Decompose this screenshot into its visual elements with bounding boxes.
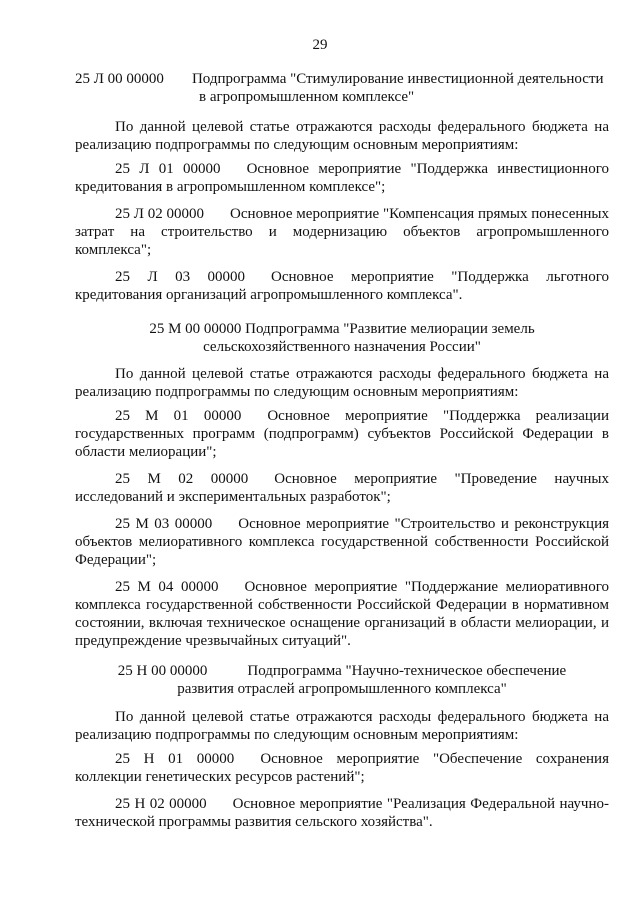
item-text: Основное мероприятие "Поддержание мелиоративного комплекса государственной собственности Российской Федерации в нормативном состоянии, включая техническое оснащение организаций в области мелиорации, и предупреждение чрезвычайных ситуаций". xyxy=(75,579,609,649)
section-heading xyxy=(75,662,609,698)
section-title: Подпрограмма "Научно-техническое обеспечение xyxy=(247,663,567,679)
item-code: 25 Л 02 00000 xyxy=(115,206,205,222)
list-item xyxy=(75,795,609,831)
item-code: 25 Н 01 00000 xyxy=(115,751,235,767)
section-title-continuation: в агропромышленном комплексе" xyxy=(199,89,415,105)
list-item xyxy=(75,160,609,196)
item-text: Основное мероприятие "Строительство и реконструкция объектов мелиоративного комплекса государственной собственности Российской Федерации"; xyxy=(75,516,610,568)
item-text: Основное мероприятие "Поддержка реализации государственных программ (подпрограмм) субъектов Российской Федерации в области мелиорации"; xyxy=(75,408,609,460)
item-code: 25 Л 03 00000 xyxy=(115,269,246,285)
item-code: 25 М 04 00000 xyxy=(115,579,219,595)
item-code: 25 Л 01 00000 xyxy=(115,161,221,177)
item-text: Основное мероприятие "Компенсация прямых понесенных затрат на строительство и модернизацию объектов агропромышленного комплекса"; xyxy=(75,206,609,258)
section-title-continuation: развития отраслей агропромышленного комплекса" xyxy=(177,681,507,697)
section-title: Подпрограмма "Стимулирование инвестиционной деятельности xyxy=(191,71,604,87)
list-item xyxy=(75,750,609,786)
section-code: 25 Л 00 00000 xyxy=(75,71,164,87)
item-text: Основное мероприятие "Поддержка инвестиционного кредитования в агропромышленном комплексе"; xyxy=(75,161,609,195)
item-text: Основное мероприятие "Обеспечение сохранения коллекции генетических ресурсов растений"; xyxy=(75,751,609,785)
section-intro: По данной целевой статье отражаются расходы федерального бюджета на реализацию подпрограммы по следующим основным мероприятиям: xyxy=(75,709,609,743)
item-code: 25 М 01 00000 xyxy=(115,408,242,424)
section-code: 25 Н 00 00000 xyxy=(117,663,208,679)
section-heading-line xyxy=(75,70,609,88)
item-text: Основное мероприятие "Реализация Федеральной научно-технической программы развития сельского хозяйства". xyxy=(75,796,609,830)
list-item xyxy=(75,205,609,259)
item-code: 25 М 03 00000 xyxy=(115,516,213,532)
section-intro: По данной целевой статье отражаются расходы федерального бюджета на реализацию подпрограммы по следующим основным мероприятиям: xyxy=(75,366,609,400)
item-text: Основное мероприятие "Проведение научных исследований и экспериментальных разработок"; xyxy=(75,471,609,505)
section-heading xyxy=(75,70,609,106)
page-number: 29 xyxy=(312,37,328,53)
item-code: 25 Н 02 00000 xyxy=(115,796,207,812)
section-title-continuation: сельскохозяйственного назначения России" xyxy=(203,339,481,355)
list-item xyxy=(75,268,609,304)
item-code: 25 М 02 00000 xyxy=(115,471,249,487)
list-item xyxy=(75,407,609,461)
section-heading xyxy=(75,320,609,356)
section-intro: По данной целевой статье отражаются расходы федерального бюджета на реализацию подпрограммы по следующим основным мероприятиям: xyxy=(75,119,609,153)
section-heading-line xyxy=(75,662,609,680)
section-title: 25 М 00 00000 Подпрограмма "Развитие мелиорации земель xyxy=(149,321,535,337)
item-text: Основное мероприятие "Поддержка льготного кредитования организаций агропромышленного комплекса". xyxy=(75,269,609,303)
list-item xyxy=(75,515,609,569)
list-item xyxy=(75,470,609,506)
list-item xyxy=(75,578,609,650)
